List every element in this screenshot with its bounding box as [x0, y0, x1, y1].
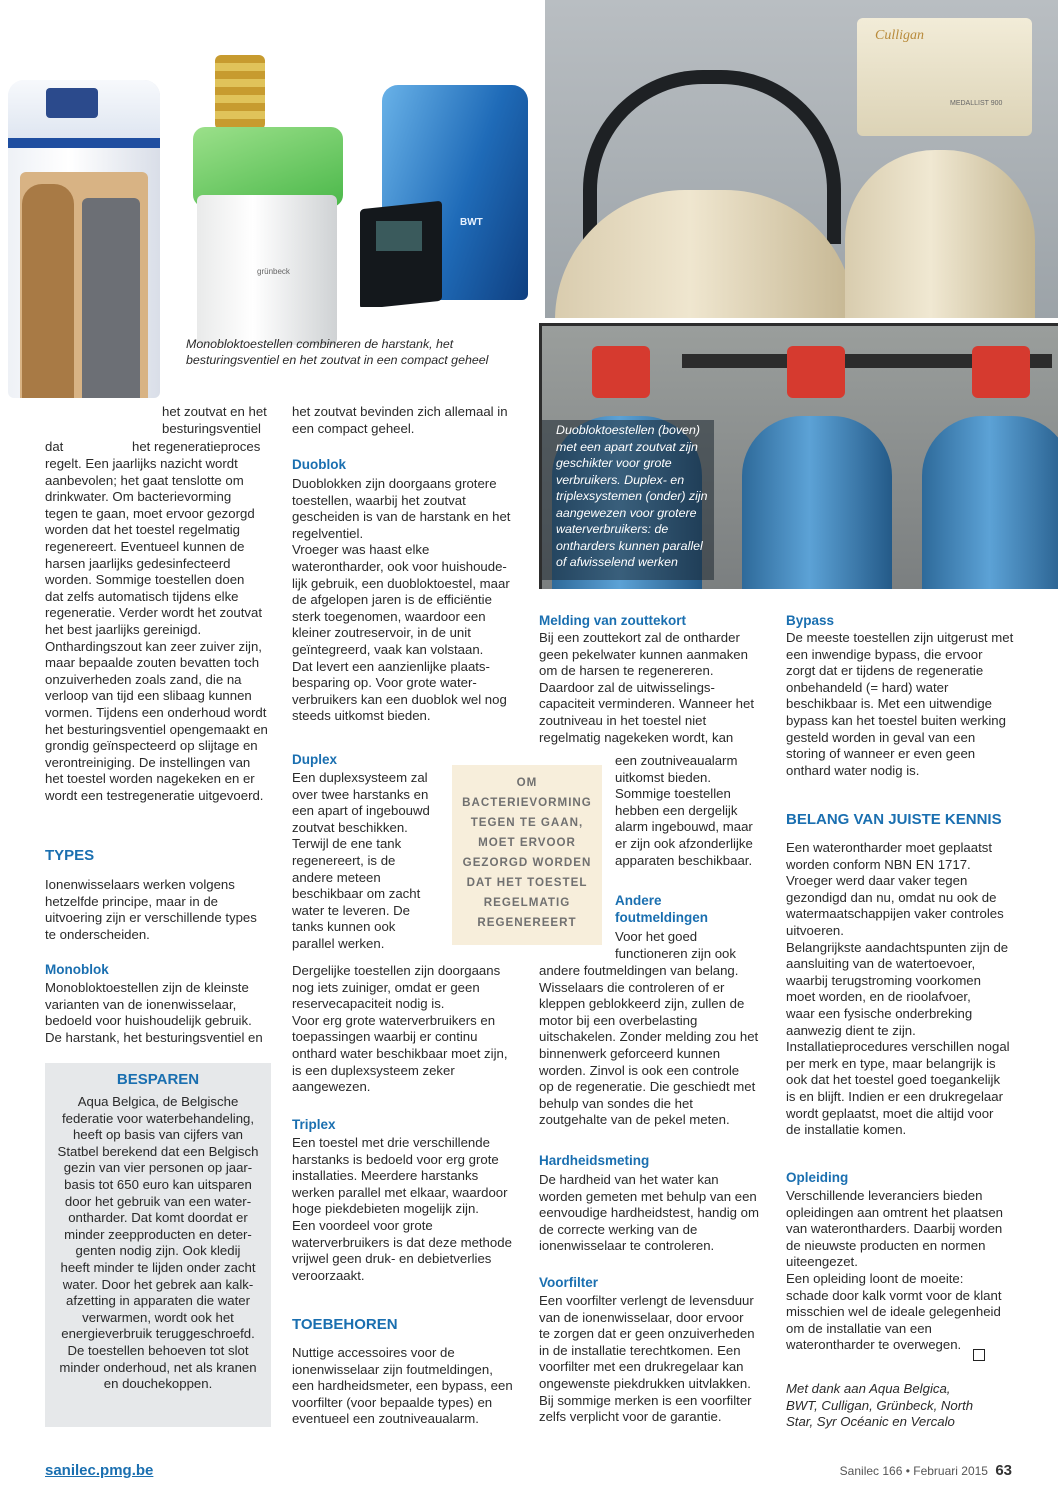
melding-heading: Melding van zouttekort — [539, 613, 687, 628]
duoblok-text: Duoblokken zijn doorgaans grotere toestellen, waarbij het zoutvat gescheiden is van de harstank en het regelventiel. Vroeger was haast elke waterontharder, ook voor huishoude- lijk gebruik, een duobloktoestel, maar de afgelopen jaren is de efficiëntie sterk toegenomen, waardoor een kleiner zoutreservoir, in de unit geïntegreerd, vaak kan volstaan. Dat levert een aanzienlijke plaats- besparing op. Voor grote water- verbruikers kan een duoblok wel nog steeds uitkomst bieden. — [292, 476, 511, 724]
grunbeck-softener-image — [185, 55, 348, 345]
besparen-heading: BESPAREN — [116, 1071, 200, 1088]
top-image-caption: Monobloktoestellen combineren de harstank, het besturingsventiel en het zoutvat in een compact geheel — [186, 337, 489, 367]
end-mark-icon — [969, 1346, 985, 1364]
hardheidsmeting-text: De hardheid van het water kan worden gemeten met behulp van een eenvoudige hardheidstest, handig om de correcte werking van de ionenwisselaar te controleren. — [539, 1172, 759, 1254]
andere-text-narrow: Voor het goed functioneren zijn ook — [615, 929, 736, 961]
caption-overlay — [542, 420, 714, 580]
kennis-text: Een waterontharder moet geplaatst worden conform NBN EN 1717. Vroeger werd daar vaker tegen gezondigd dan nu, omdat nu ook de watermaatschappijen vaker controles uitvoeren. Belangrijkste aandachtspunten zijn de aansluiting van de watertoevoer, waarbij terugstroming voorkomen moet worden, en de rioolafvoer, waar een fysische onderbreking aanwezig dient te zijn. Installatieprocedures verschillen nogal per merk en type, maar belangrijk is ook dat het toestel goed toegankelijk is en blijft. Indien er een drukregelaar wordt geplaatst, moet die altijd voor de installatie komen. — [786, 840, 1010, 1138]
andere-text: andere foutmeldingen van belang. Wisselaars die controleren of er kleppen geblokkeerd zijn, zullen de motor bij een overbelasting uitschakelen. Zonder melding zou het binnenwerk geforceerd kunnen worden. Zinvol is ook een controle op de regeneratie. Die geschiedt met behulp van sondes die het zoutgehalte van de pekel meten. — [539, 963, 759, 1128]
types-text: Ionenwisselaars werken volgens hetzelfde principe, maar in de uitvoering zijn er verschillende types te onderscheiden. — [45, 877, 257, 942]
page-footer — [840, 1462, 1012, 1479]
melding-text: Bij een zouttekort zal de ontharder geen pekelwater kunnen aanmaken om de harsen te regenereren. Daardoor zal de uitwisselings- capaciteit verminderen. Wanneer het zoutniveau in het toestel niet regelmatig nagekeken wordt, kan — [539, 630, 755, 745]
voorfilter-heading: Voorfilter — [539, 1275, 599, 1290]
grunbeck-logo: grünbeck — [257, 267, 290, 276]
besparen-text: Aqua Belgica, de Belgische federatie voor waterbehandeling, heeft op basis van cijfers van Statbel berekend dat een Belgisch gezin van vier personen op jaar- basis tot 650 euro kan uitsparen door het gebruik van een water- ontharder. Dat komt doordat er minder zeepproducten en deter- genten nodig zijn. Ook kledij heeft minder te lijden onder zacht water. Door het gebrek aan kalk- afzetting in apparaten die water verwarmen, wordt ook het energieverbruik teruggeschroefd. De toestellen behoeven tot slot minder onderhoud, net als kranen en douchekoppen. — [57, 1094, 259, 1392]
pull-quote-text: OM BACTERIEVORMING TEGEN TE GAAN, MOET ERVOOR GEZORGD WORDEN DAT HET TOESTEL REGELMATIG REGENEREERT — [462, 776, 592, 929]
col1-paragraph: regelt. Een jaarlijks nazicht wordt aanbevolen; het gaat tenslotte om drinkwater. Om bacterievorming tegen te gaan, moet ervoor gezorgd worden dat het toestel regelmatig regenereert. Eventueel kunnen de harsen jaarlijks gedesinfecteerd worden. Sommige toestellen doen dat zelfs automatisch tijdens elke regeneratie. Verder wordt het zoutvat het best jaarlijks gereinigd. Onthardingszout kan zeer zuiver zijn, maar bepaalde zouten bevatten toch onzuiverheden zoals zand, die na verloop van tijd een slibaag kunnen vormen. Tijdens een onderhoud wordt het besturingsventiel opengemaakt en grondig geïnspecteerd op slijtage en verontreiniging. De instellingen van het toestel worden nagekeken en er wordt een testregeneratie uitgevoerd. — [45, 456, 268, 803]
melding-text-narrow: een zoutniveaualarm uitkomst bieden. Sommige toestellen hebben een dergelijk alarm ingebouwd, maar er zijn ook afzonderlijke apparaten beschikbaar. — [615, 753, 753, 868]
monoblok-text: Monobloktoestellen zijn de kleinste varianten van de ionenwisselaar, bedoeld voor huishoudelijk gebruik. De harstank, het besturingsventiel en — [45, 980, 263, 1045]
bwt-logo: BWT — [460, 217, 483, 228]
col1-dat: dat — [45, 439, 64, 454]
voorfilter-text: Een voorfilter verlengt de levensduur van de ionenwisselaar, door ervoor te zorgen dat er geen onzuiverheden in de installatie terechtkomen. Een voorfilter met een drukregelaar kan ongewenste piekdrukken uitvlakken. Bij sommige merken is een voorfilter zelfs verplicht voor de garantie. — [539, 1293, 755, 1425]
website-link[interactable]: sanilec.pmg.be — [45, 1462, 154, 1479]
duoblok-heading: Duoblok — [292, 457, 346, 472]
col2-intro: het zoutvat bevinden zich allemaal in een compact geheel. — [292, 404, 508, 436]
medallist-label: MEDALLIST 900 — [950, 100, 1003, 107]
pull-quote — [452, 765, 602, 945]
triplex-text: Een toestel met drie verschillende harstanks is bedoeld voor erg grote installaties. Meerdere harstanks werken parallel met elkaar, waardoor hoge piekdebieten mogelijk zijn. Een voordeel voor grote waterverbruikers is dat deze methode vrijwel geen druk- en debietverlies veroorzaakt. — [292, 1135, 512, 1283]
right-image-caption: Duobloktoestellen (boven) met een apart zoutvat zijn geschikter voor grote verbruikers. Duplex- en triplexsystemen (onder) zijn aangewezen voor grotere waterverbruikers: de ontharders kunnen parallel of afwisselend werken — [556, 423, 708, 569]
monoblock-softener-image — [8, 80, 160, 398]
types-heading: TYPES — [45, 847, 95, 864]
opleiding-text: Verschillende leveranciers bieden opleidingen aan omtrent het plaatsen van waterontharders. Daarbij worden de nieuwste producten en normen uiteengezet. Een opleiding loont de moeite: schade door kalk vormt voor de klant misschien wel de ideale gelegenheid om de installatie van een waterontharder te overwegen. — [786, 1188, 1004, 1353]
opleiding-heading: Opleiding — [786, 1170, 849, 1185]
credits: Met dank aan Aqua Belgica, BWT, Culligan, Grünbeck, North Star, Syr Océanic en Vercalo — [786, 1381, 974, 1430]
culligan-logo: Culligan — [875, 28, 925, 43]
col1-dat-rest: het regeneratieproces — [132, 439, 261, 454]
page-number: 63 — [995, 1462, 1012, 1479]
issue-info: Sanilec 166 • Februari 2015 — [839, 1464, 988, 1478]
monoblok-heading: Monoblok — [45, 962, 109, 977]
duplex-text-narrow: Een duplexsysteem zal over twee harstanks en een apart of ingebouwd zoutvat beschikken. Terwijl de ene tank regenereert, is de andere meteen beschikbaar om zacht water te leveren. De tanks kunnen ook parallel werken. — [292, 770, 430, 951]
toebehoren-heading: TOEBEHOREN — [292, 1316, 398, 1333]
bypass-heading: Bypass — [786, 613, 835, 628]
toebehoren-text: Nuttige accessoires voor de ionenwisselaar zijn foutmeldingen, een hardheidsmeter, een bypass, een voorfilter (voor bepaalde types) en eventueel een zoutniveaualarm. — [292, 1345, 513, 1427]
bypass-text: De meeste toestellen zijn uitgerust met een inwendige bypass, die ervoor zorgt dat er tijdens de regeneratie onbehandeld (= hard) water beschikbaar is. Met een uitwendige bypass kan het toestel buiten werking gesteld worden in geval van een storing of wanneer er even geen onthard water nodig is. — [786, 630, 1014, 778]
besparen-sidebar — [45, 1063, 271, 1427]
kennis-heading: BELANG VAN JUISTE KENNIS — [786, 811, 1002, 828]
duplex-text-wide: Dergelijke toestellen zijn doorgaans nog iets zuiniger, omdat er geen reservecapaciteit nodig is. Voor erg grote waterverbruikers en toepassingen waarbij er continu onthard water beschikbaar moet zijn, is een duplexsysteem zeker aangewezen. — [292, 963, 508, 1095]
hardheidsmeting-heading: Hardheidsmeting — [539, 1153, 650, 1168]
duoblock-tanks-image — [545, 0, 1058, 318]
andere-foutmeldingen-heading: Andere foutmeldingen — [615, 893, 708, 925]
triplex-heading: Triplex — [292, 1117, 336, 1132]
duplex-heading: Duplex — [292, 752, 338, 767]
bwt-softener-image — [352, 85, 537, 307]
col1-intro: het zoutvat en het besturingsventiel — [162, 404, 267, 436]
